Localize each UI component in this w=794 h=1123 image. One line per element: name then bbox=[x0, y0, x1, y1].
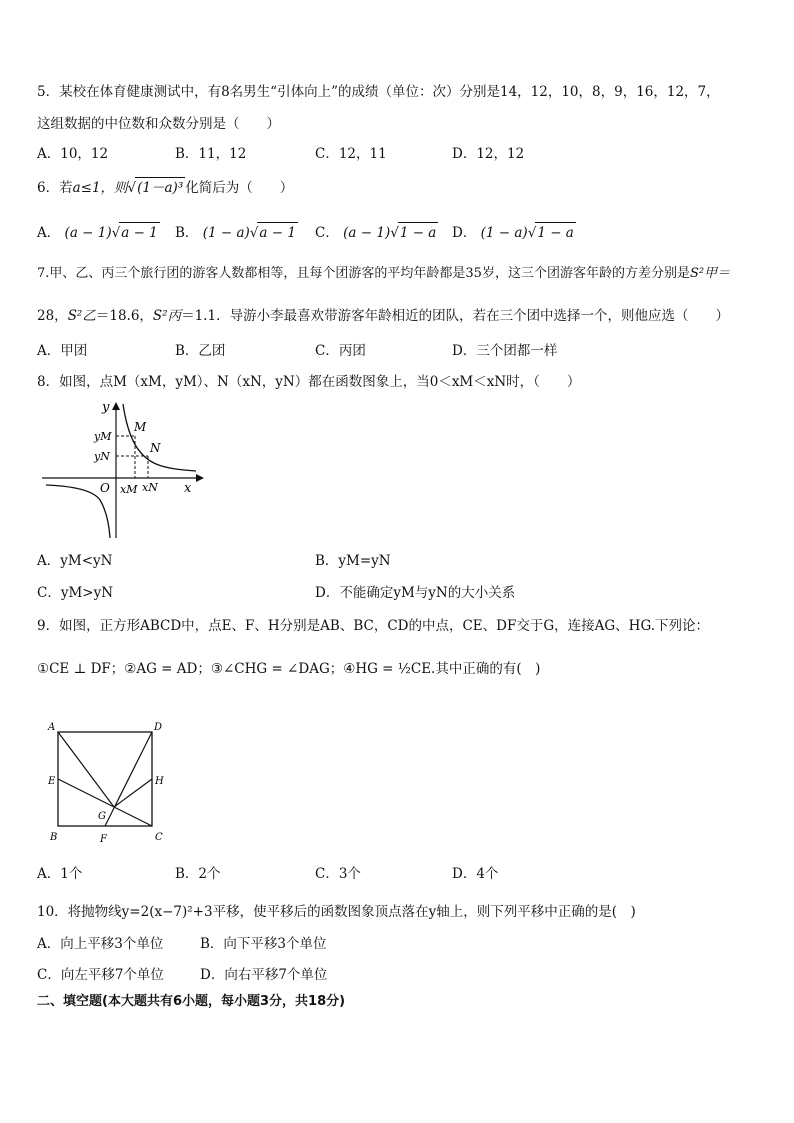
q6-option-a-coef: (a − 1) bbox=[64, 225, 112, 241]
x-axis-arrow bbox=[196, 474, 204, 482]
section-2-heading: 二、填空题(本大题共有6小题，每小题3分，共18分) bbox=[37, 994, 346, 1009]
q10-option-c: C．向左平移7个单位 bbox=[37, 967, 164, 983]
q6-sqrt-sign: √ bbox=[127, 180, 137, 196]
q10-stem: 10．将抛物线y=2(x−7)²+3平移，使平移后的函数图象顶点落在y轴上，则下列平移中正确的是( ) bbox=[37, 904, 636, 920]
label-a: A bbox=[48, 722, 56, 733]
label-origin: O bbox=[100, 481, 110, 495]
q8-option-b: B．yM=yN bbox=[315, 553, 391, 569]
q8-function-graph bbox=[38, 398, 208, 543]
q8-option-c: C．yM>yN bbox=[37, 585, 114, 601]
q7-option-b: B．乙团 bbox=[175, 343, 226, 359]
q5-option-b: B．11，12 bbox=[175, 146, 247, 162]
q6-option-d-letter: D． bbox=[452, 225, 477, 241]
label-g: G bbox=[98, 811, 106, 822]
q7-variance-bing: S²丙 bbox=[152, 308, 182, 324]
q6-option-b-expr: (1 − a)√a − 1 bbox=[203, 225, 298, 241]
q5-option-d: D．12，12 bbox=[452, 146, 525, 162]
label-f: F bbox=[100, 834, 107, 845]
q6-option-c-rad: 1 − a bbox=[398, 222, 439, 243]
q10-option-b: B．向下平移3个单位 bbox=[200, 936, 327, 952]
q7-option-c: C．丙团 bbox=[315, 343, 366, 359]
q6-option-d-rad: 1 − a bbox=[535, 222, 576, 243]
label-c: C bbox=[155, 832, 163, 843]
q6-option-b-rad: a − 1 bbox=[257, 222, 298, 243]
q10-option-d: D．向右平移7个单位 bbox=[200, 967, 328, 983]
label-yn: yN bbox=[94, 450, 110, 463]
q8-option-d: D．不能确定yM与yN的大小关系 bbox=[315, 585, 516, 601]
q9-option-d: D．4个 bbox=[452, 866, 499, 882]
q7-variance-yi: S²乙 bbox=[67, 308, 96, 324]
label-x: x bbox=[184, 481, 192, 496]
q9-square-figure bbox=[42, 718, 172, 848]
q9-option-a: A．1个 bbox=[37, 866, 83, 882]
q7-stem-line1 bbox=[37, 264, 730, 284]
q7-variance-jia: S²甲＝ bbox=[689, 266, 731, 281]
q6-stem bbox=[37, 177, 293, 198]
q7-stem-text2b: ＝18.6， bbox=[95, 308, 153, 324]
q6-option-c bbox=[315, 222, 438, 243]
q5-stem-line1: 5．某校在体育健康测试中，有8名男生“引体向上”的成绩（单位：次）分别是14，12，10，8，9，16，12，7， bbox=[37, 84, 720, 100]
q6-option-a bbox=[37, 222, 160, 243]
q6-option-b-letter: B． bbox=[175, 225, 199, 241]
label-point-n: N bbox=[150, 441, 161, 455]
segment-hg bbox=[114, 779, 152, 807]
q7-stem-text1: 7.甲、乙、丙三个旅行团的游客人数都相等，且每个团游客的平均年龄都是35岁，这三个团游客年龄的方差分别是 bbox=[37, 266, 690, 281]
q6-option-c-letter: C． bbox=[315, 225, 339, 241]
label-d: D bbox=[154, 722, 163, 733]
q8-stem: 8．如图，点M（xM，yM）、N（xN，yN）都在函数图象上，当0＜xM＜xN时，（ ） bbox=[37, 374, 581, 390]
q6-option-b-coef: (1 − a) bbox=[202, 225, 250, 241]
q5-option-c: C．12，11 bbox=[315, 146, 387, 162]
q9-stem: 9．如图，正方形ABCD中，点E、F、H分别是AB、BC，CD的中点，CE、DF交于G，连接AG、HG.下列论： bbox=[37, 618, 710, 634]
label-h: H bbox=[155, 776, 164, 787]
q8-option-a: A．yM<yN bbox=[37, 553, 113, 569]
segment-df bbox=[105, 732, 152, 826]
q6-option-d-expr: (1 − a)√1 − a bbox=[481, 225, 576, 241]
q7-stem-text2c: ＝1.1．导游小李最喜欢带游客年龄相近的团队，若在三个团中选择一个，则他应选（ ） bbox=[181, 308, 730, 324]
q7-option-d: D．三个团都一样 bbox=[452, 343, 558, 359]
hyperbola-first-quadrant bbox=[123, 404, 196, 471]
label-b: B bbox=[50, 832, 58, 843]
label-ym: yM bbox=[94, 430, 112, 443]
q9-option-b: B．2个 bbox=[175, 866, 221, 882]
q7-option-a: A．甲团 bbox=[37, 343, 88, 359]
q6-stem-pre: 6．若 bbox=[37, 180, 73, 196]
q5-option-a: A．10，12 bbox=[37, 146, 109, 162]
q6-stem-cond: a≤1，则 bbox=[72, 180, 128, 196]
q6-stem-radicand: (1－a)³ bbox=[135, 177, 185, 198]
q6-option-d bbox=[452, 222, 576, 243]
q5-stem-line2: 这组数据的中位数和众数分别是（ ） bbox=[37, 116, 280, 132]
y-axis-arrow bbox=[112, 402, 120, 410]
label-xn: xN bbox=[142, 481, 158, 494]
q6-option-a-expr: (a − 1)√a − 1 bbox=[65, 225, 160, 241]
label-xm: xM bbox=[120, 483, 138, 496]
q9-conclusions: ①CE ⊥ DF；②AG = AD；③∠CHG = ∠DAG；④HG = ½CE.其中正确的有( ) bbox=[37, 661, 541, 677]
q6-option-c-expr: (a − 1)√1 − a bbox=[343, 225, 438, 241]
label-e: E bbox=[48, 776, 56, 787]
label-y: y bbox=[102, 400, 110, 415]
segment-ag bbox=[58, 732, 114, 807]
q10-option-a: A．向上平移3个单位 bbox=[37, 936, 164, 952]
q7-stem-text2a: 28， bbox=[37, 308, 68, 324]
q6-option-a-rad: a − 1 bbox=[119, 222, 160, 243]
q6-stem-post: 化简后为（ ） bbox=[185, 180, 294, 196]
label-point-m: M bbox=[134, 420, 147, 434]
q6-option-a-letter: A． bbox=[37, 225, 61, 241]
q7-stem-line2 bbox=[37, 306, 729, 326]
q9-option-c: C．3个 bbox=[315, 866, 361, 882]
q6-option-b bbox=[175, 222, 298, 243]
q6-option-d-coef: (1 − a) bbox=[480, 225, 528, 241]
q6-option-c-coef: (a − 1) bbox=[343, 225, 391, 241]
